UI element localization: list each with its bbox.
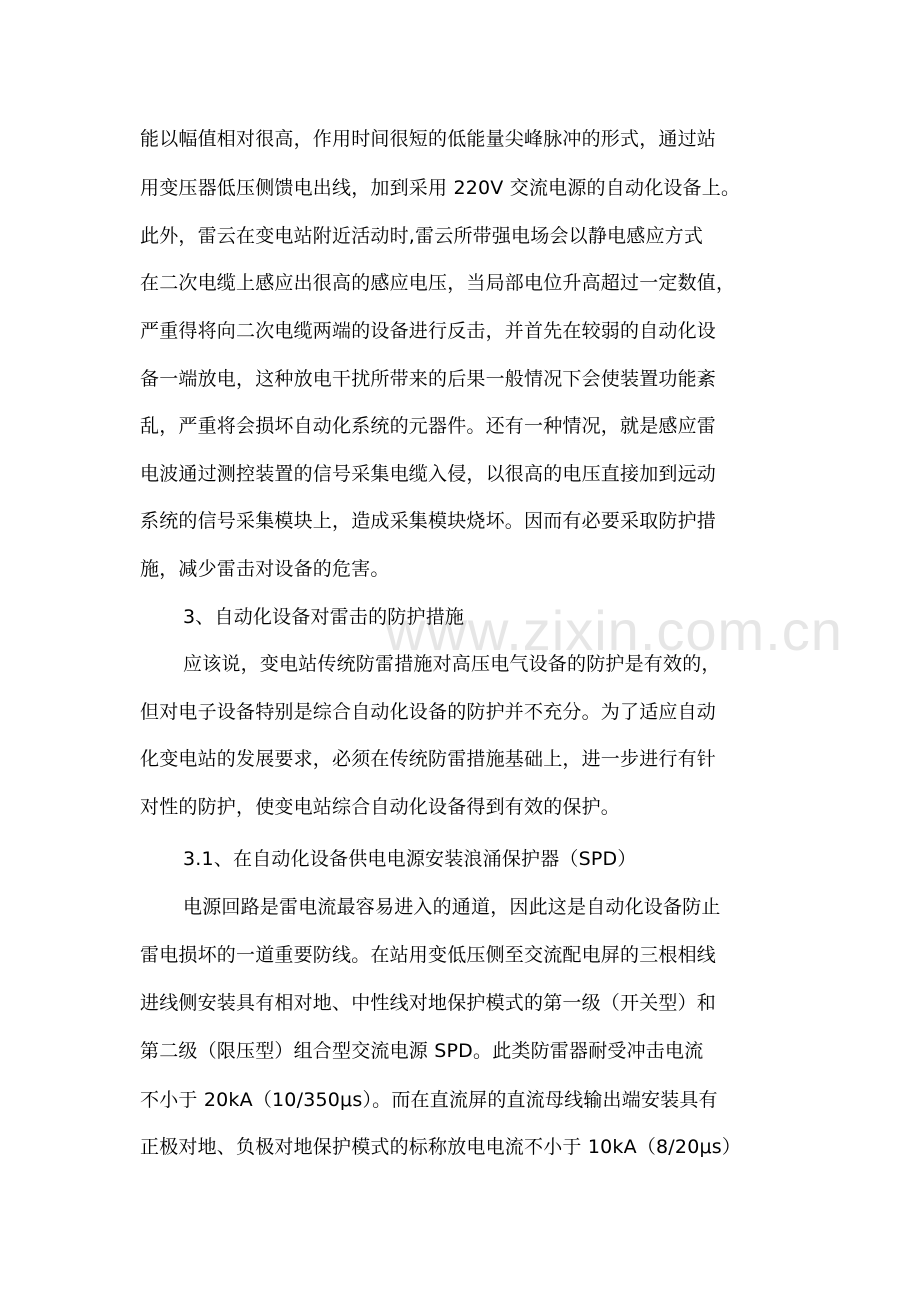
paragraph-line: 施，减少雷击对设备的危害。 [140,558,390,580]
paragraph-line: 在二次电缆上感应出很高的感应电压，当局部电位升高超过一定数值， [140,272,736,294]
paragraph-line: 正极对地、负极对地保护模式的标称放电电流不小于 10kA（8/20μs） [140,1136,742,1158]
paragraph-line: 雷电损坏的一道重要防线。在站用变低压侧至交流配电屏的三根相线 [140,944,717,966]
paragraph-line: 化变电站的发展要求，必须在传统防雷措施基础上，进一步进行有针 [140,748,717,770]
paragraph-line: 电波通过测控装置的信号采集电缆入侵，以很高的电压直接加到远动 [140,463,717,485]
paragraph-line: 对性的防护，使变电站综合自动化设备得到有效的保护。 [140,796,621,818]
paragraph-line: 不小于 20kA（10/350μs）。而在直流屏的直流母线输出端安装具有 [140,1089,718,1111]
paragraph-line: 能以幅值相对很高，作用时间很短的低能量尖峰脉冲的形式，通过站 [140,128,717,150]
watermark: www.zixin.com.cn [385,599,843,662]
paragraph-line: 此外，雷云在变电站附近活动时,雷云所带强电场会以静电感应方式 [140,225,704,247]
paragraph-line: 用变压器低压侧馈电出线，加到采用 220V 交流电源的自动化设备上。 [140,177,741,199]
paragraph-line: 但对电子设备特别是综合自动化设备的防护并不充分。为了适应自动 [140,701,717,723]
subsection-heading: 3.1、在自动化设备供电电源安装浪涌保护器（SPD） [183,848,637,870]
paragraph-line: 第二级（限压型）组合型交流电源 SPD。此类防雷器耐受冲击电流 [140,1040,704,1062]
paragraph-line: 应该说，变电站传统防雷措施对高压电气设备的防护是有效的， [183,653,721,675]
paragraph-line: 乱，严重将会损坏自动化系统的元器件。还有一种情况，就是感应雷 [140,415,717,437]
paragraph-line: 严重得将向二次电缆两端的设备进行反击，并首先在较弱的自动化设 [140,320,717,342]
paragraph-line: 进线侧安装具有相对地、中性线对地保护模式的第一级（开关型）和 [140,992,717,1014]
paragraph-line: 系统的信号采集模块上，造成采集模块烧坏。因而有必要采取防护措 [140,510,717,532]
paragraph-line: 电源回路是雷电流最容易进入的通道，因此这是自动化设备防止 [183,896,721,918]
section-heading: 3、自动化设备对雷击的防护措施 [183,606,465,628]
paragraph-line: 备一端放电，这种放电干扰所带来的后果一般情况下会使装置功能紊 [140,368,717,390]
